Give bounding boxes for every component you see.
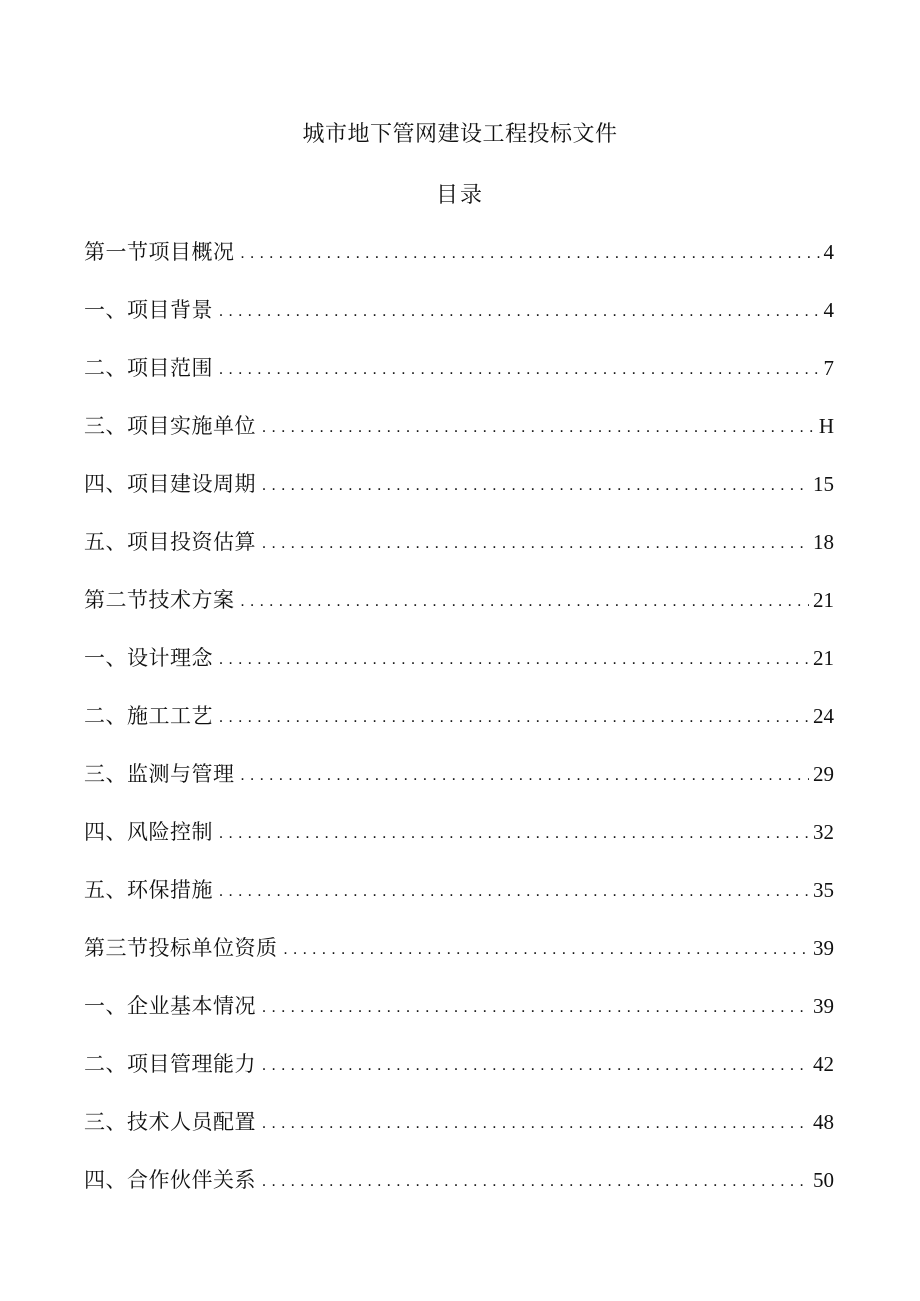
toc-entry[interactable] — [84, 930, 834, 988]
toc-entry[interactable] — [84, 350, 834, 408]
toc-entry-page: 21 — [813, 588, 834, 612]
table-of-contents — [84, 234, 834, 1220]
toc-entry-page: 50 — [813, 1168, 834, 1192]
toc-leader-dots — [262, 410, 815, 446]
toc-entry-label: 四、项目建设周期 — [84, 472, 256, 496]
toc-entry-label: 二、项目管理能力 — [84, 1052, 256, 1076]
toc-entry-page: 4 — [823, 240, 834, 264]
toc-entry-page: 18 — [813, 530, 834, 554]
toc-entry-label: 第一节项目概况 — [84, 240, 235, 264]
toc-entry[interactable] — [84, 1046, 834, 1104]
toc-leader-dots — [219, 700, 809, 736]
toc-entry-label: 五、环保措施 — [84, 878, 213, 902]
toc-entry-page: 42 — [813, 1052, 834, 1076]
toc-entry[interactable] — [84, 756, 834, 814]
toc-entry[interactable] — [84, 524, 834, 582]
toc-entry[interactable] — [84, 408, 834, 466]
toc-entry-page: 39 — [813, 936, 834, 960]
toc-entry[interactable] — [84, 234, 834, 292]
toc-entry-label: 五、项目投资估算 — [84, 530, 256, 554]
toc-entry-page: 32 — [813, 820, 834, 844]
toc-entry[interactable] — [84, 1104, 834, 1162]
toc-entry[interactable] — [84, 872, 834, 930]
toc-leader-dots — [219, 816, 809, 852]
toc-leader-dots — [219, 352, 820, 388]
toc-entry[interactable] — [84, 582, 834, 640]
toc-entry-page: 29 — [813, 762, 834, 786]
toc-entry-label: 一、企业基本情况 — [84, 994, 256, 1018]
toc-entry-label: 四、合作伙伴关系 — [84, 1168, 256, 1192]
toc-leader-dots — [219, 294, 820, 330]
toc-leader-dots — [262, 1106, 809, 1142]
toc-entry-page: H — [818, 414, 834, 438]
toc-leader-dots — [241, 758, 810, 794]
toc-leader-dots — [262, 990, 809, 1026]
toc-entry-page: 48 — [813, 1110, 834, 1134]
toc-leader-dots — [241, 584, 810, 620]
toc-entry-label: 一、项目背景 — [84, 298, 213, 322]
document-title: 城市地下管网建设工程投标文件 — [302, 121, 618, 146]
toc-entry-label: 三、技术人员配置 — [84, 1110, 256, 1134]
toc-entry-page: 21 — [813, 646, 834, 670]
toc-entry[interactable] — [84, 814, 834, 872]
toc-entry-label: 三、监测与管理 — [84, 762, 235, 786]
toc-heading: 目录 — [435, 182, 484, 207]
toc-entry-label: 第三节投标单位资质 — [84, 936, 278, 960]
toc-entry-page: 24 — [813, 704, 834, 728]
toc-entry[interactable] — [84, 988, 834, 1046]
toc-entry[interactable] — [84, 640, 834, 698]
toc-entry[interactable] — [84, 466, 834, 524]
toc-entry-page: 39 — [813, 994, 834, 1018]
toc-entry[interactable] — [84, 698, 834, 756]
toc-entry-label: 第二节技术方案 — [84, 588, 235, 612]
toc-entry-label: 一、设计理念 — [84, 646, 213, 670]
toc-leader-dots — [262, 1164, 809, 1200]
toc-leader-dots — [284, 932, 810, 968]
toc-entry-page: 7 — [823, 356, 834, 380]
toc-entry-label: 四、风险控制 — [84, 820, 213, 844]
toc-leader-dots — [262, 526, 809, 562]
toc-entry-label: 三、项目实施单位 — [84, 414, 256, 438]
toc-entry-page: 4 — [823, 298, 834, 322]
toc-leader-dots — [219, 642, 809, 678]
toc-entry-page: 35 — [813, 878, 834, 902]
toc-leader-dots — [262, 1048, 809, 1084]
toc-entry-label: 二、项目范围 — [84, 356, 213, 380]
toc-entry[interactable] — [84, 292, 834, 350]
toc-entry-page: 15 — [813, 472, 834, 496]
toc-leader-dots — [219, 874, 809, 910]
toc-entry-label: 二、施工工艺 — [84, 704, 213, 728]
toc-leader-dots — [241, 236, 820, 272]
toc-leader-dots — [262, 468, 809, 504]
toc-entry[interactable] — [84, 1162, 834, 1220]
